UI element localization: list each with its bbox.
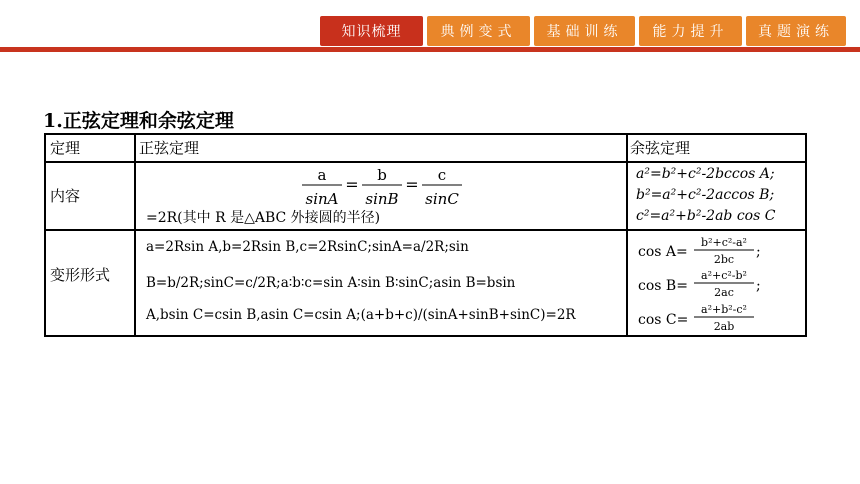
cos-a-num: b²+c²-a² [701, 236, 747, 249]
sine-variant-line2: B=b/2R;sinC=c/2R;a∶b∶c=sin A∶sin B∶sinC;asin B=bsin [146, 275, 516, 291]
tab-basic-training[interactable]: 基础训练 [534, 16, 635, 46]
sine-variant-line3: A,bsin C=csin B,asin C=csin A;(a+b+c)/(sinA+sinB+sinC)=2R [146, 307, 576, 323]
frac-num-c: c [437, 166, 447, 184]
sine-law-formula [294, 164, 464, 215]
cos-a-den: 2bc [713, 253, 735, 266]
cos-b-lhs: cos B= [638, 278, 688, 294]
cos-b-tail: ; [756, 278, 761, 294]
row-label-content: 内容 [50, 187, 81, 205]
tab-examples[interactable]: 典例变式 [427, 16, 530, 46]
cos-a-tail: ; [756, 244, 761, 260]
equals-sign: = [405, 175, 419, 194]
sine-law-fractions [294, 164, 464, 210]
cos-c-den: 2ab [713, 320, 735, 333]
frac-den-a: sinA [305, 190, 339, 208]
table-divider [46, 161, 805, 163]
cos-c-lhs: cos C= [638, 312, 689, 328]
equals-sign: = [345, 175, 359, 194]
table-divider [134, 135, 136, 335]
tab-ability[interactable]: 能力提升 [639, 16, 742, 46]
cos-a-lhs: cos A= [638, 244, 688, 260]
sine-law-result: =2R(其中 R 是△ABC 外接圆的半径) [146, 210, 381, 226]
header-cosine: 余弦定理 [630, 139, 691, 157]
frac-num-a: a [317, 166, 327, 184]
tab-past-exams[interactable]: 真题演练 [746, 16, 846, 46]
table-divider [626, 135, 628, 335]
header-rule [0, 47, 860, 52]
cos-variant-fractions [636, 233, 806, 337]
cos-law-a: a²=b²+c²-2bccos A; [636, 166, 775, 182]
section-title: 1.正弦定理和余弦定理 [43, 110, 234, 132]
cos-b-den: 2ac [714, 286, 734, 299]
cos-law-c: c²=a²+b²-2ab cos C [636, 208, 776, 224]
frac-den-b: sinB [365, 190, 399, 208]
theorem-table [44, 133, 807, 337]
cos-b-num: a²+c²-b² [701, 269, 747, 282]
header-theorem: 定理 [50, 139, 81, 157]
header-sine: 正弦定理 [139, 139, 200, 157]
frac-num-b: b [377, 166, 387, 184]
tab-knowledge[interactable]: 知识梳理 [320, 16, 423, 46]
frac-den-c: sinC [425, 190, 459, 208]
row-label-variants: 变形形式 [50, 266, 111, 284]
cos-variants [636, 233, 806, 342]
cos-c-num: a²+b²-c² [701, 303, 747, 316]
table-divider [46, 229, 805, 231]
cos-law-b: b²=a²+c²-2accos B; [636, 187, 775, 203]
top-nav [0, 0, 860, 54]
sine-variant-line1: a=2Rsin A,b=2Rsin B,c=2RsinC;sinA=a/2R;sin [146, 239, 469, 255]
